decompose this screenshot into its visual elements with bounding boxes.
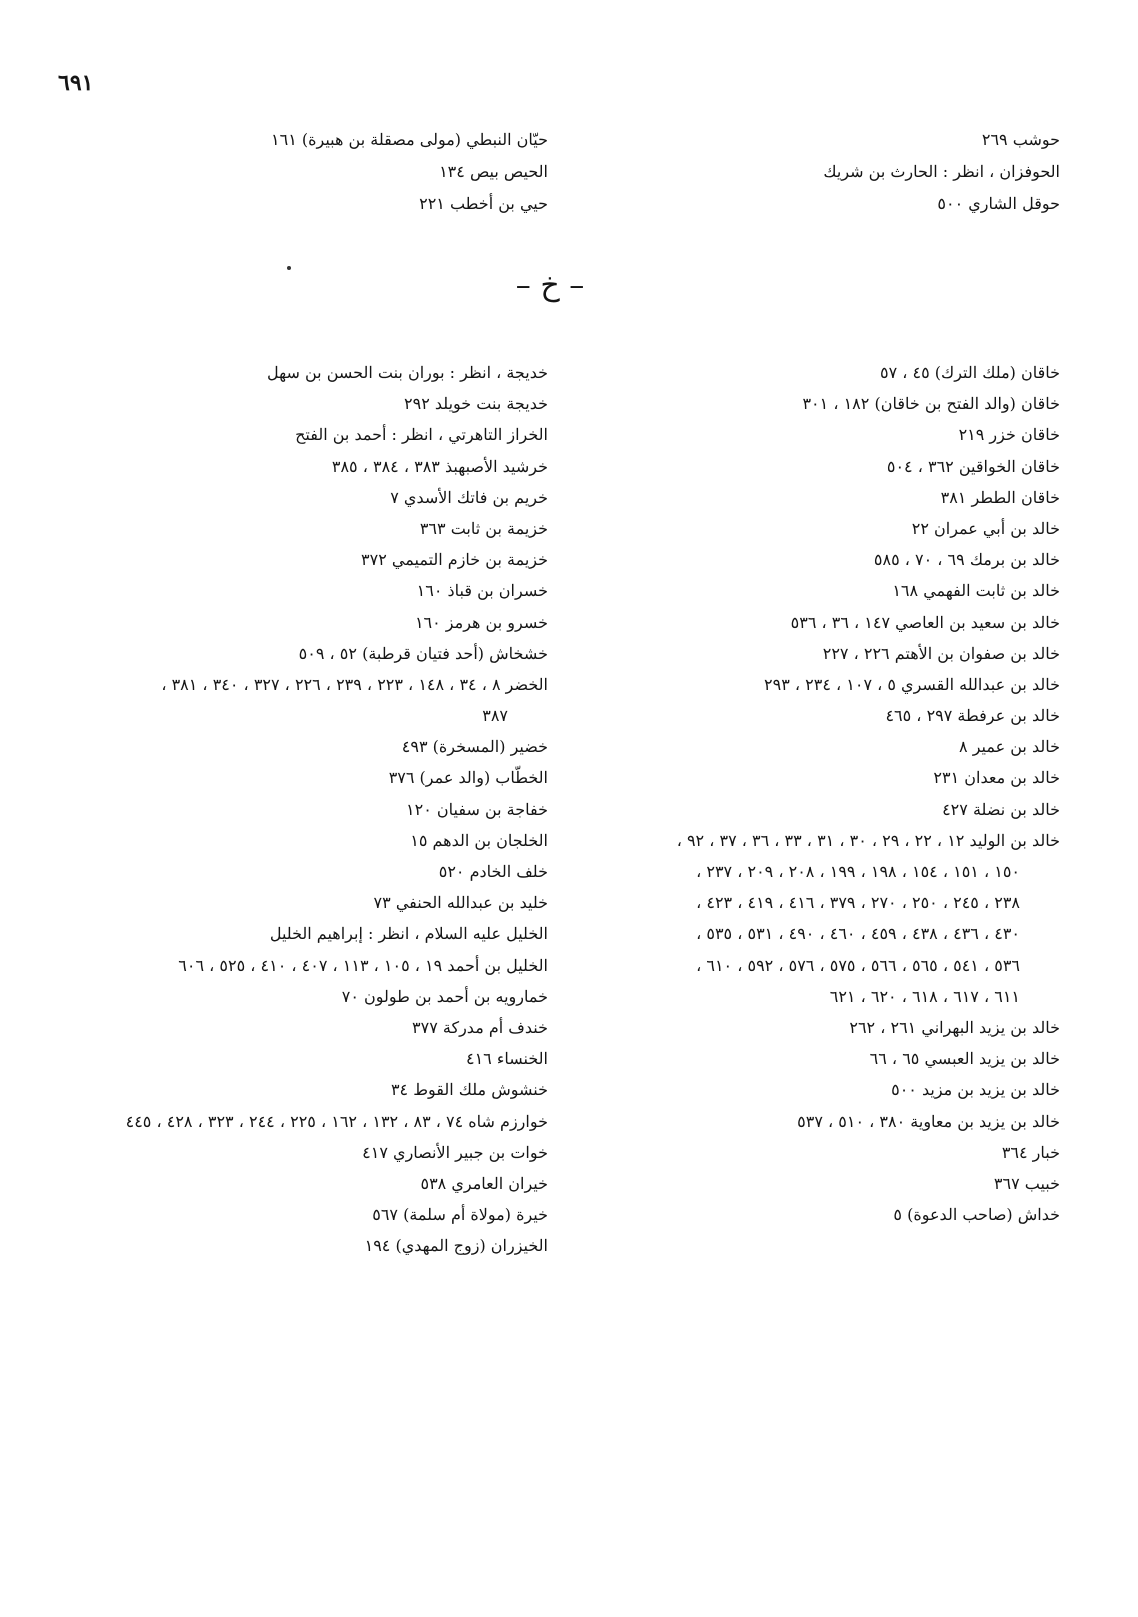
index-entry: خيرة (مولاة أم سلمة) ٥٦٧ — [372, 1205, 548, 1225]
index-entry: ١٥٠ ، ١٥١ ، ١٥٤ ، ١٩٨ ، ١٩٩ ، ٢٠٨ ، ٢٠٩ ، ٢٣٧ ، — [696, 862, 1020, 881]
index-entry: خضير (المسخرة) ٤٩٣ — [401, 737, 548, 757]
index-entry: خالد بن ثابت الفهمي ١٦٨ — [892, 581, 1060, 601]
index-entry: خندف أم مدركة ٣٧٧ — [412, 1017, 548, 1037]
index-entry: خالد بن يزيد العبسي ٦٥ ، ٦٦ — [869, 1049, 1060, 1069]
index-entry: خالد بن الوليد ١٢ ، ٢٢ ، ٢٩ ، ٣٠ ، ٣١ ، ٣٣ ، ٣٦ ، ٣٧ ، ٩٢ ، — [676, 830, 1060, 850]
index-entry: الخطّاب (والد عمر) ٣٧٦ — [388, 768, 548, 788]
index-entry: خاقان الططر ٣٨١ — [940, 487, 1060, 507]
index-entry: خاقان (ملك الترك) ٤٥ ، ٥٧ — [879, 363, 1060, 382]
index-entry: خوات بن جبير الأنصاري ٤١٧ — [362, 1142, 548, 1162]
index-entry: خفاجة بن سفيان ١٢٠ — [406, 799, 548, 819]
index-entry: خرشيد الأصبهبذ ٣٨٣ ، ٣٨٤ ، ٣٨٥ — [331, 456, 548, 476]
index-entry: خبيب ٣٦٧ — [993, 1173, 1060, 1193]
stray-mark — [287, 266, 291, 270]
index-entry: خالد بن برمك ٦٩ ، ٧٠ ، ٥٨٥ — [873, 550, 1060, 570]
index-entry: الخلجان بن الدهم ١٥ — [410, 830, 548, 850]
index-entry: حيّان النبطي (مولى مصقلة بن هبيرة) ١٦١ — [271, 130, 548, 149]
index-entry: خالد بن نضلة ٤٢٧ — [942, 799, 1060, 819]
index-entry: خريم بن فاتك الأسدي ٧ — [390, 487, 548, 507]
index-entry: خليد بن عبدالله الحنفي ٧٣ — [373, 893, 548, 913]
index-entry: خزيمة بن ثابت ٣٦٣ — [419, 518, 548, 538]
index-entry: الخيزران (زوج المهدي) ١٩٤ — [364, 1236, 548, 1256]
index-column-right — [560, 357, 1060, 1230]
index-entry: حوقل الشاري ٥٠٠ — [937, 194, 1060, 213]
index-column-left — [28, 357, 548, 1261]
index-column-top-right — [640, 124, 1060, 220]
index-entry: خالد بن عمير ٨ — [959, 737, 1060, 757]
index-entry: خالد بن يزيد البهراني ٢٦١ ، ٢٦٢ — [849, 1017, 1060, 1037]
index-entry: خالد بن معدان ٢٣١ — [933, 768, 1060, 788]
index-entry: خديجة ، انظر : بوران بنت الحسن بن سهل — [266, 363, 548, 382]
page-number: ٦٩١ — [58, 70, 94, 96]
index-entry: خاقان خزر ٢١٩ — [958, 425, 1060, 445]
index-entry: الخضر ٨ ، ٣٤ ، ١٤٨ ، ٢٢٣ ، ٢٣٩ ، ٢٢٦ ، ٣٢٧ ، ٣٤٠ ، ٣٨١ ، — [161, 674, 548, 694]
index-entry: خداش (صاحب الدعوة) ٥ — [893, 1205, 1060, 1225]
index-entry: خاقان الخواقين ٣٦٢ ، ٥٠٤ — [886, 456, 1060, 476]
index-entry: ٣٨٧ — [482, 706, 508, 726]
index-entry: خالد بن صفوان بن الأهتم ٢٢٦ ، ٢٢٧ — [822, 643, 1060, 663]
index-entry: الخليل بن أحمد ١٩ ، ١٠٥ ، ١١٣ ، ٤٠٧ ، ٤١٠ ، ٥٢٥ ، ٦٠٦ — [178, 955, 548, 975]
index-entry: خبار ٣٦٤ — [1001, 1142, 1060, 1162]
index-entry: خسرو بن هرمز ١٦٠ — [414, 612, 548, 632]
index-entry: خالد بن يزيد بن معاوية ٣٨٠ ، ٥١٠ ، ٥٣٧ — [797, 1111, 1060, 1131]
index-entry: خيران العامري ٥٣٨ — [420, 1173, 548, 1193]
index-entry: ٥٣٦ ، ٥٤١ ، ٥٦٥ ، ٥٦٦ ، ٥٧٥ ، ٥٧٦ ، ٥٩٢ ، ٦١٠ ، — [696, 955, 1020, 975]
index-column-top-left — [128, 124, 548, 220]
index-entry: خالد بن أبي عمران ٢٢ — [911, 518, 1060, 538]
section-heading: – خ – — [515, 268, 585, 303]
index-entry: خديجة بنت خويلد ٢٩٢ — [404, 394, 548, 414]
index-entry: خالد بن عرفطة ٢٩٧ ، ٤٦٥ — [885, 706, 1060, 726]
index-entry: خالد بن عبدالله القسري ٥ ، ١٠٧ ، ٢٣٤ ، ٢٩٣ — [764, 674, 1060, 694]
index-entry: حيي بن أخطب ٢٢١ — [419, 194, 548, 213]
index-entry: حوشب ٢٦٩ — [981, 130, 1060, 149]
index-entry: خزيمة بن خازم التميمي ٣٧٢ — [361, 550, 548, 570]
index-entry: الخليل عليه السلام ، انظر : إبراهيم الخليل — [269, 924, 548, 944]
index-entry: ٦١١ ، ٦١٧ ، ٦١٨ ، ٦٢٠ ، ٦٢١ — [829, 986, 1020, 1006]
index-entry: خمارويه بن أحمد بن طولون ٧٠ — [341, 986, 548, 1006]
index-entry: خسران بن قباذ ١٦٠ — [416, 581, 548, 601]
index-entry: خلف الخادم ٥٢٠ — [438, 862, 548, 881]
index-entry: خنشوش ملك القوط ٣٤ — [390, 1080, 548, 1100]
index-entry: خالد بن يزيد بن مزيد ٥٠٠ — [891, 1080, 1060, 1100]
index-entry: خوارزم شاه ٧٤ ، ٨٣ ، ١٣٢ ، ١٦٢ ، ٢٢٥ ، ٢٤٤ ، ٣٢٣ ، ٤٢٨ ، ٤٤٥ — [125, 1111, 548, 1131]
index-entry: ٤٣٠ ، ٤٣٦ ، ٤٣٨ ، ٤٥٩ ، ٤٦٠ ، ٤٩٠ ، ٥٣١ ، ٥٣٥ ، — [696, 924, 1020, 944]
index-entry: خاقان (والد الفتح بن خاقان) ١٨٢ ، ٣٠١ — [802, 394, 1060, 414]
index-entry: الحيص بيص ١٣٤ — [439, 162, 548, 181]
index-entry: خشخاش (أحد فتيان قرطبة) ٥٢ ، ٥٠٩ — [298, 643, 548, 663]
index-entry: ٢٣٨ ، ٢٤٥ ، ٢٥٠ ، ٢٧٠ ، ٣٧٩ ، ٤١٦ ، ٤١٩ ، ٤٢٣ ، — [696, 893, 1020, 913]
index-entry: الخنساء ٤١٦ — [465, 1049, 548, 1069]
index-entry: الخراز التاهرتي ، انظر : أحمد بن الفتح — [295, 425, 548, 445]
index-entry: خالد بن سعيد بن العاصي ١٤٧ ، ٣٦ ، ٥٣٦ — [790, 612, 1060, 632]
index-entry: الحوفزان ، انظر : الحارث بن شريك — [823, 162, 1060, 181]
